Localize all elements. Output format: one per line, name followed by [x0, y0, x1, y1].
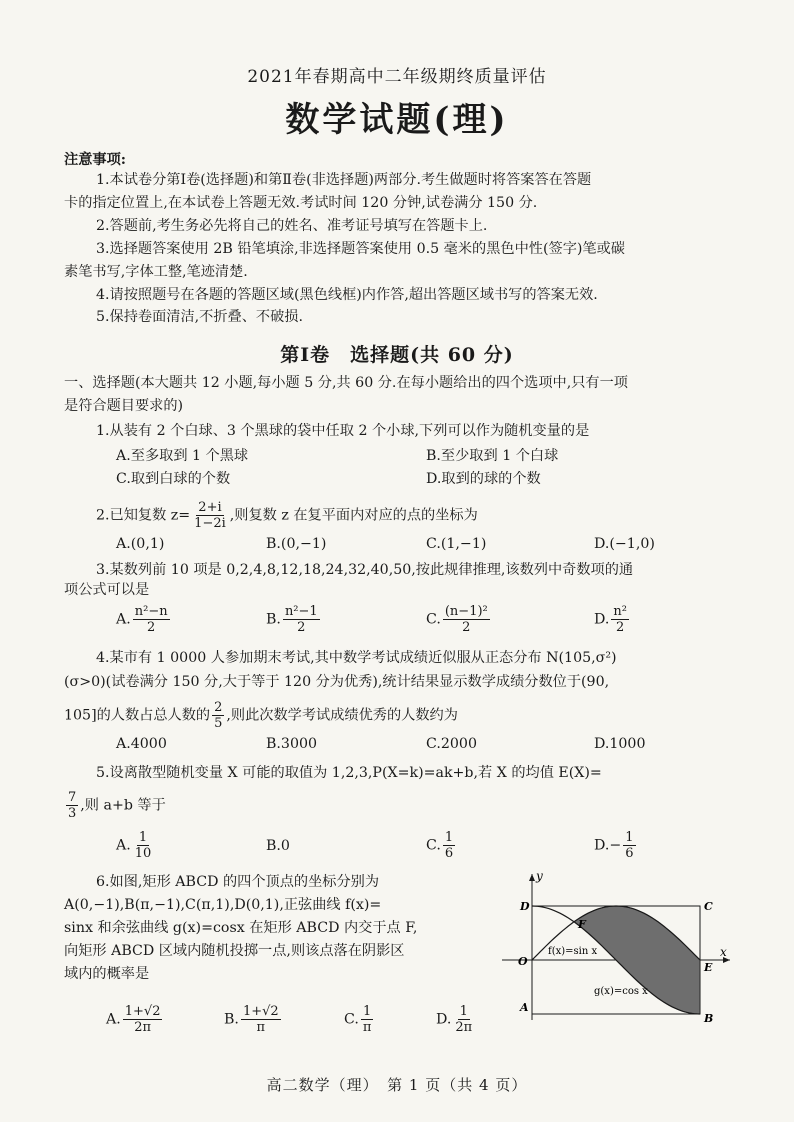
q5-option-a-fraction — [133, 830, 154, 861]
q5-option-a — [116, 830, 155, 861]
q4-stem: (σ>0)(试卷满分 150 分,大于等于 120 分为优秀),统计结果显示数学成绩分数位于(90, — [64, 674, 610, 690]
q3-a-den: 2 — [147, 620, 156, 635]
q3-option-a-fraction — [133, 604, 170, 635]
label-o: O — [518, 955, 528, 968]
q1-option-d: D.取到的球的个数 — [426, 471, 541, 487]
q3-c-den: 2 — [462, 620, 471, 635]
q3-option-d-label: D. — [594, 611, 610, 628]
q4-option-d: D.1000 — [594, 736, 646, 752]
q6-c-den: π — [362, 1020, 372, 1035]
exam-subtitle: 2021年春期高中二年级期终质量评估 — [247, 67, 547, 87]
q6-b-num: 1+√2 — [242, 1004, 279, 1019]
q5-option-d-fraction — [623, 830, 635, 861]
q4-option-c: C.2000 — [426, 736, 477, 752]
label-b: B — [704, 1012, 714, 1025]
q5-stem: 5.设离散型随机变量 X 可能的取值为 1,2,3,P(X=k)=ak+b,若 X 的均值 E(X)= — [96, 765, 602, 781]
q4-fraction — [212, 700, 224, 731]
q4-frac-num: 2 — [214, 700, 223, 715]
instructions-line: 一、选择题(本大题共 12 小题,每小题 5 分,共 60 分.在每小题给出的四个选项中,只有一项 — [64, 375, 628, 391]
q6-stem: 向矩形 ABCD 区域内随机投掷一点,则该点落在阴影区 — [64, 943, 405, 959]
q6-option-b-fraction — [241, 1004, 281, 1035]
notice-item: 1.本试卷分第Ⅰ卷(选择题)和第Ⅱ卷(非选择题)两部分.考生做题时将答案答在答题 — [96, 172, 592, 188]
q1-option-c: C.取到白球的个数 — [116, 471, 231, 487]
q1-stem: 1.从装有 2 个白球、3 个黑球的袋中任取 2 个小球,下列可以作为随机变量的是 — [96, 423, 590, 439]
y-axis-arrow-icon — [529, 874, 535, 881]
q3-option-d-fraction — [611, 604, 629, 635]
q5-d-num: 1 — [625, 830, 634, 845]
q5-option-a-label: A. — [116, 837, 131, 854]
q6-option-b-label: B. — [224, 1011, 239, 1028]
q6-c-num: 1 — [362, 1004, 372, 1019]
label-d: D — [520, 900, 530, 913]
q5-d-den: 6 — [625, 846, 634, 861]
q5-frac-den: 3 — [68, 806, 77, 821]
q2-option-a: A.(0,1) — [116, 536, 165, 552]
q3-b-den: 2 — [297, 620, 306, 635]
page-footer: 高二数学（理） 第 1 页（共 4 页） — [266, 1076, 528, 1094]
q5-option-d-label: D.− — [594, 837, 622, 854]
q6-a-num: 1+√2 — [124, 1004, 161, 1019]
q3-option-b-label: B. — [266, 611, 281, 628]
notice-heading: 注意事项: — [64, 152, 126, 168]
q6-a-den: 2π — [134, 1020, 152, 1035]
q6-stem: 域内的概率是 — [64, 966, 150, 982]
notice-item: 2.答题前,考生务必先将自己的姓名、准考证号填写在答题卡上. — [96, 218, 488, 234]
q5-fraction — [66, 790, 78, 821]
notice-item: 4.请按照题号在各题的答题区域(黑色线框)内作答,超出答题区域书写的答案无效. — [96, 287, 598, 303]
q3-b-num: n²−1 — [284, 604, 318, 619]
q2-stem-post: ,则复数 z 在复平面内对应的点的坐标为 — [229, 507, 478, 524]
q3-c-num: (n−1)² — [444, 604, 488, 619]
label-sin: f(x)=sin x — [548, 946, 598, 957]
q1-option-b: B.至少取到 1 个白球 — [426, 448, 559, 464]
q6-d-num: 1 — [459, 1004, 468, 1019]
instructions-line: 是符合题目要求的) — [64, 398, 184, 414]
q6-d-den: 2π — [455, 1020, 473, 1035]
label-y: y — [536, 869, 543, 883]
q5-option-c-fraction — [443, 830, 455, 861]
q6-option-d — [436, 1004, 476, 1035]
label-a: A — [520, 1001, 529, 1014]
q2-stem-pre: 2.已知复数 z= — [96, 507, 191, 524]
q5-option-b: B.0 — [266, 838, 290, 854]
q6-option-d-label: D. — [436, 1011, 452, 1028]
q6-b-den: π — [256, 1020, 266, 1035]
q5-frac-num: 7 — [68, 790, 77, 805]
q4-option-a: A.4000 — [116, 736, 167, 752]
q4-stem3-pre: 105]的人数占总人数的 — [64, 707, 211, 724]
q6-option-a — [106, 1004, 164, 1035]
q3-stem: 3.某数列前 10 项是 0,2,4,8,12,18,24,32,40,50,按此规律推理,该数列中奇数项的通 — [96, 562, 634, 578]
q4-stem3-post: ,则此次数学考试成绩优秀的人数约为 — [226, 707, 458, 724]
q6-option-c-label: C. — [344, 1011, 359, 1028]
q6-stem: 6.如图,矩形 ABCD 的四个顶点的坐标分别为 — [96, 874, 380, 890]
q5-option-c-label: C. — [426, 837, 441, 854]
q6-figure-diagram — [494, 868, 739, 1026]
q4-frac-den: 5 — [214, 716, 223, 731]
q6-option-d-fraction — [453, 1004, 474, 1035]
q5-stem — [64, 790, 166, 821]
q2-option-d: D.(−1,0) — [594, 536, 655, 552]
q2-fraction-den: 1−2i — [194, 516, 226, 531]
q5-option-c — [426, 830, 457, 861]
q1-option-a: A.至多取到 1 个黑球 — [116, 448, 249, 464]
q3-stem: 项公式可以是 — [64, 582, 150, 598]
q6-option-c — [344, 1004, 375, 1035]
q2-option-c: C.(1,−1) — [426, 536, 487, 552]
q6-stem: A(0,−1),B(π,−1),C(π,1),D(0,1),正弦曲线 f(x)= — [64, 897, 382, 913]
q5-c-num: 1 — [444, 830, 454, 845]
q3-a-num: n²−n — [134, 604, 168, 619]
q2-fraction-num: 2+i — [198, 500, 222, 515]
q2-fraction — [192, 500, 228, 531]
q3-option-b-fraction — [283, 604, 320, 635]
label-e: E — [704, 961, 713, 974]
q6-option-a-label: A. — [106, 1011, 121, 1028]
q6-option-b — [224, 1004, 283, 1035]
exam-title: 数学试题(理) — [285, 100, 509, 140]
q5-c-den: 6 — [444, 846, 454, 861]
notice-item: 卡的指定位置上,在本试卷上答题无效.考试时间 120 分钟,试卷满分 150 分. — [64, 195, 538, 211]
q3-option-c-fraction — [443, 604, 490, 635]
notice-item: 5.保持卷面清洁,不折叠、不破损. — [96, 309, 303, 325]
q4-stem — [64, 700, 458, 731]
q5-a-num: 1 — [138, 830, 148, 845]
q3-d-num: n² — [613, 604, 627, 619]
q4-stem: 4.某市有 1 0000 人参加期末考试,其中数学考试成绩近似服从正态分布 N(105,σ²) — [96, 650, 617, 666]
q3-option-b — [266, 604, 322, 635]
section-title: 第Ⅰ卷 选择题(共 60 分) — [280, 344, 514, 366]
q6-option-c-fraction — [361, 1004, 374, 1035]
label-c: C — [704, 900, 713, 913]
q3-option-c-label: C. — [426, 611, 441, 628]
label-f: F — [578, 918, 586, 931]
q3-option-c — [426, 604, 492, 635]
q3-option-d — [594, 604, 631, 635]
q6-option-a-fraction — [123, 1004, 163, 1035]
notice-item: 素笔书写,字体工整,笔迹清楚. — [64, 264, 248, 280]
q3-option-a-label: A. — [116, 611, 131, 628]
q3-d-den: 2 — [616, 620, 625, 635]
q5-stem2-post: ,则 a+b 等于 — [80, 797, 166, 814]
label-cos: g(x)=cos x — [594, 986, 648, 997]
q4-option-b: B.3000 — [266, 736, 318, 752]
q2-stem — [96, 500, 478, 531]
q6-stem: sinx 和余弦曲线 g(x)=cosx 在矩形 ABCD 内交于点 F, — [64, 920, 418, 936]
q5-option-d — [594, 830, 638, 861]
q5-a-den: 10 — [134, 846, 152, 861]
q2-option-b: B.(0,−1) — [266, 536, 327, 552]
q3-option-a — [116, 604, 172, 635]
label-x: x — [720, 945, 727, 959]
notice-item: 3.选择题答案使用 2B 铅笔填涂,非选择题答案使用 0.5 毫米的黑色中性(签字)笔或碳 — [96, 241, 625, 257]
